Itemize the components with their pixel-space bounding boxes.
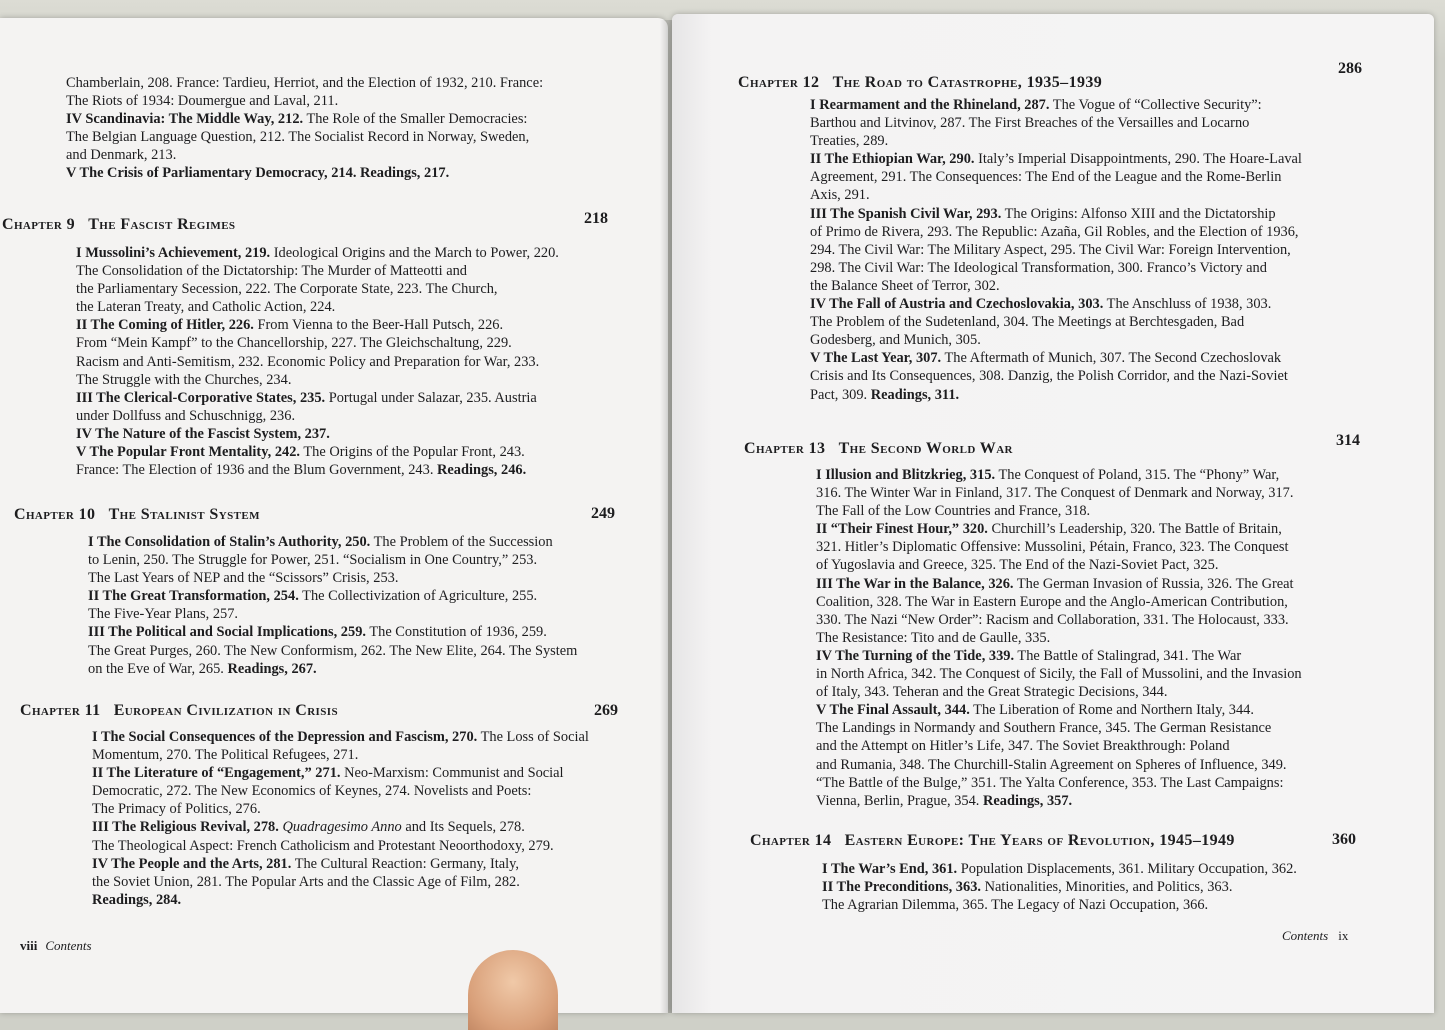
toc-text: Italy’s Imperial Disappointments, 290. The Hoare-Laval: [974, 151, 1302, 168]
toc-text: Quadragesimo Anno: [282, 819, 402, 836]
toc-line: [816, 792, 1302, 810]
toc-text: to Lenin, 250. The Struggle for Power, 251. “Socialism in One Country,” 253.: [88, 552, 538, 569]
left-page: [0, 18, 668, 1013]
chapter-12-entries: [810, 96, 1302, 404]
toc-line: [810, 96, 1302, 114]
toc-text: The Landings in Normandy and Southern France, 345. The German Resistance: [816, 720, 1272, 737]
toc-text: the Lateran Treaty, and Catholic Action, 224.: [76, 299, 336, 316]
toc-text: The Great Purges, 260. The New Conformism, 262. The New Elite, 264. The System: [88, 642, 578, 659]
left-footer: viii Contents: [20, 938, 92, 953]
toc-line: [816, 556, 1302, 574]
toc-text: Treaties, 289.: [810, 133, 889, 150]
toc-text: 294. The Civil War: The Military Aspect, 295. The Civil War: Foreign Intervention,: [810, 241, 1291, 258]
thumb: [468, 950, 558, 1030]
toc-text: Momentum, 270. The Political Refugees, 271.: [92, 747, 359, 764]
toc-text: The German Invasion of Russia, 326. The Great: [1013, 575, 1294, 592]
toc-text: The Consolidation of the Dictatorship: The Murder of Matteotti and: [76, 263, 467, 280]
toc-line: [816, 774, 1302, 792]
toc-text: The Fall of the Low Countries and France, 318.: [816, 503, 1091, 520]
toc-text: 330. The Nazi “New Order”: Racism and Collaboration, 331. The Holocaust, 333.: [816, 611, 1289, 628]
toc-text: The Primacy of Politics, 276.: [92, 801, 261, 818]
section-heading-text: II The Preconditions, 363.: [822, 879, 981, 896]
section-heading-text: II The Literature of “Engagement,” 271.: [92, 765, 341, 782]
toc-text: The Liberation of Rome and Northern Italy, 344.: [969, 702, 1254, 719]
toc-line: [76, 298, 559, 316]
toc-line: [76, 262, 559, 280]
right-page: [672, 14, 1434, 1013]
toc-text: on the Eve of War, 265.: [88, 660, 228, 677]
toc-line: [810, 205, 1302, 223]
toc-text: From “Mein Kampf” to the Chancellorship, 227. The Gleichschaltung, 229.: [76, 335, 512, 352]
toc-text: The Resistance: Tito and de Gaulle, 335.: [816, 629, 1051, 646]
toc-line: [810, 313, 1302, 331]
toc-line: [76, 461, 559, 479]
section-heading-text: I The Social Consequences of the Depression and Fascism, 270.: [92, 729, 478, 745]
section-heading-text: V The Crisis of Parliamentary Democracy, 214. Readings, 217.: [66, 165, 450, 182]
toc-text: and Denmark, 213.: [66, 147, 177, 164]
toc-line: [92, 837, 589, 855]
toc-text: Population Displacements, 361. Military Occupation, 362.: [957, 861, 1297, 877]
toc-text: The Riots of 1934: Doumergue and Laval, 211.: [66, 93, 339, 110]
toc-text: Vienna, Berlin, Prague, 354.: [816, 792, 983, 809]
chapter-12-heading: Chapter 12 The Road to Catastrophe, 1935–1939: [738, 74, 1103, 91]
toc-text: Churchill’s Leadership, 320. The Battle of Britain,: [987, 521, 1282, 538]
toc-text: of Italy, 343. Teheran and the Great Strategic Decisions, 344.: [816, 684, 1168, 701]
section-heading-text: II The Great Transformation, 254.: [88, 588, 299, 605]
toc-line: [66, 164, 543, 182]
section-heading-text: I The War’s End, 361.: [822, 861, 958, 877]
toc-line: [816, 756, 1302, 774]
toc-line: [822, 878, 1297, 896]
chapter-14-heading: Chapter 14 Eastern Europe: The Years of Revolution, 1945–1949: [750, 832, 1235, 849]
chapter-13-heading: Chapter 13 The Second World War: [744, 440, 1013, 457]
chapter-14-page: 360: [1332, 831, 1356, 848]
chapter-12-page: 286: [1338, 60, 1362, 77]
toc-line: [76, 425, 559, 443]
section-heading-text: IV The Fall of Austria and Czechoslovakia, 303.: [810, 296, 1104, 313]
toc-text: The Role of the Smaller Democracies:: [303, 111, 528, 128]
toc-line: [816, 484, 1302, 502]
toc-text: Ideological Origins and the March to Power, 220.: [270, 245, 559, 261]
toc-line: [816, 665, 1302, 683]
toc-text: The Origins: Alfonso XIII and the Dictatorship: [1001, 205, 1276, 222]
toc-line: [816, 575, 1302, 593]
toc-line: [88, 660, 577, 678]
toc-line: [92, 800, 589, 818]
chapter-9-heading: Chapter 9 The Fascist Regimes: [2, 216, 236, 233]
toc-line: [66, 110, 543, 128]
toc-line: [810, 223, 1302, 241]
section-heading-text: IV Scandinavia: The Middle Way, 212.: [66, 111, 304, 128]
toc-line: [88, 642, 577, 660]
section-heading-text: II “Their Finest Hour,” 320.: [816, 521, 988, 538]
toc-text: Racism and Anti-Semitism, 232. Economic Policy and Preparation for War, 233.: [76, 353, 540, 370]
toc-line: [822, 860, 1297, 878]
toc-line: [816, 538, 1302, 556]
toc-text: “The Battle of the Bulge,” 351. The Yalta Conference, 353. The Last Campaigns:: [816, 774, 1284, 791]
toc-text: The Collectivization of Agriculture, 255.: [298, 588, 538, 605]
toc-line: [810, 114, 1302, 132]
toc-line: [810, 367, 1302, 385]
chapter-13-page: 314: [1336, 432, 1360, 449]
toc-text: of Primo de Rivera, 293. The Republic: Azaña, Gil Robles, and the Election of 1936,: [810, 223, 1299, 240]
toc-line: [66, 128, 543, 146]
section-heading-text: III The Clerical-Corporative States, 235.: [76, 389, 326, 406]
toc-line: [76, 353, 559, 371]
toc-text: the Soviet Union, 281. The Popular Arts and the Classic Age of Film, 282.: [92, 873, 520, 890]
toc-line: [810, 150, 1302, 168]
toc-line: [816, 629, 1302, 647]
toc-text: The Last Years of NEP and the “Scissors” Crisis, 253.: [88, 570, 399, 587]
toc-line: [76, 280, 559, 298]
toc-text: The Origins of the Popular Front, 243.: [300, 444, 525, 461]
toc-text: under Dollfuss and Schuschnigg, 236.: [76, 407, 296, 424]
toc-line: [810, 277, 1302, 295]
chapter-14-entries: [822, 860, 1297, 914]
toc-text: 316. The Winter War in Finland, 317. The Conquest of Denmark and Norway, 317.: [816, 485, 1294, 502]
toc-line: [816, 701, 1302, 719]
toc-text: Democratic, 272. The New Economics of Keynes, 274. Novelists and Poets:: [92, 783, 532, 800]
toc-line: [76, 244, 559, 262]
toc-text: Neo-Marxism: Communist and Social: [340, 765, 564, 782]
toc-line: [816, 466, 1302, 484]
toc-line: [816, 719, 1302, 737]
chapter-11-heading: Chapter 11 European Civilization in Crisis: [20, 702, 338, 719]
chapter-9-entries: [76, 244, 559, 479]
toc-text: Nationalities, Minorities, and Politics, 363.: [981, 879, 1233, 896]
section-heading-text: III The Spanish Civil War, 293.: [810, 205, 1002, 222]
toc-text: The Cultural Reaction: Germany, Italy,: [291, 855, 520, 872]
chapter-10-heading: Chapter 10 The Stalinist System: [14, 506, 260, 523]
chapter-11-entries: [92, 728, 589, 909]
toc-text: and Its Sequels, 278.: [401, 819, 525, 836]
toc-text: the Parliamentary Secession, 222. The Corporate State, 223. The Church,: [76, 281, 498, 298]
toc-line: [92, 818, 589, 836]
section-heading-text: II The Ethiopian War, 290.: [810, 151, 975, 168]
section-heading-text: Readings, 311.: [870, 386, 960, 403]
toc-line: [810, 186, 1302, 204]
toc-line: [92, 782, 589, 800]
toc-line: [88, 623, 577, 641]
section-heading-text: Readings, 284.: [92, 891, 182, 908]
toc-line: [76, 334, 559, 352]
toc-line: [92, 728, 589, 746]
toc-line: [810, 386, 1302, 404]
section-heading-text: Readings, 246.: [437, 462, 527, 479]
toc-line: [816, 737, 1302, 755]
toc-text: The Conquest of Poland, 315. The “Phony” War,: [995, 467, 1280, 483]
toc-line: [66, 74, 543, 92]
toc-text: The Agrarian Dilemma, 365. The Legacy of Nazi Occupation, 366.: [822, 897, 1209, 914]
section-heading-text: II The Coming of Hitler, 226.: [76, 317, 254, 334]
section-heading-text: V The Last Year, 307.: [810, 350, 942, 367]
toc-text: The Aftermath of Munich, 307. The Second Czechoslovak: [941, 350, 1282, 367]
toc-text: Pact, 309.: [810, 386, 871, 403]
toc-line: [810, 132, 1302, 150]
toc-line: [816, 647, 1302, 665]
section-heading-text: Readings, 357.: [983, 792, 1073, 809]
section-heading-text: IV The Turning of the Tide, 339.: [816, 647, 1015, 664]
toc-text: Agreement, 291. The Consequences: The End of the League and the Rome-Berlin: [810, 169, 1282, 186]
section-heading-text: III The Political and Social Implications, 259.: [88, 624, 366, 641]
toc-line: [88, 569, 577, 587]
toc-text: Barthou and Litvinov, 287. The First Breaches of the Versailles and Locarno: [810, 115, 1250, 132]
chapter-9-page: 218: [584, 210, 608, 227]
toc-line: [92, 855, 589, 873]
toc-text: The Constitution of 1936, 259.: [366, 624, 547, 641]
section-heading-text: I The Consolidation of Stalin’s Authority, 250.: [88, 534, 371, 550]
toc-text: and Rumania, 348. The Churchill-Stalin Agreement on Spheres of Influence, 349.: [816, 756, 1287, 773]
toc-line: [92, 746, 589, 764]
toc-line: [76, 407, 559, 425]
section-heading-text: V The Popular Front Mentality, 242.: [76, 444, 301, 461]
toc-line: [822, 896, 1297, 914]
carryover-text: [66, 74, 543, 183]
toc-line: [88, 587, 577, 605]
section-heading-text: IV The People and the Arts, 281.: [92, 855, 292, 872]
toc-line: [88, 551, 577, 569]
toc-text: Axis, 291.: [810, 187, 870, 204]
toc-line: [810, 259, 1302, 277]
chapter-10-page: 249: [591, 505, 615, 522]
toc-text: From Vienna to the Beer-Hall Putsch, 226.: [253, 317, 504, 334]
toc-line: [810, 295, 1302, 313]
toc-text: of Yugoslavia and Greece, 325. The End of the Nazi-Soviet Pact, 325.: [816, 557, 1219, 574]
toc-text: The Struggle with the Churches, 234.: [76, 371, 292, 388]
toc-text: The Loss of Social: [477, 729, 589, 745]
toc-text: Portugal under Salazar, 235. Austria: [325, 389, 537, 406]
toc-text: 298. The Civil War: The Ideological Transformation, 300. Franco’s Victory and: [810, 259, 1267, 276]
toc-text: Coalition, 328. The War in Eastern Europe and the Anglo-American Contribution,: [816, 593, 1288, 610]
toc-text: The Five-Year Plans, 257.: [88, 606, 239, 623]
toc-text: The Problem of the Succession: [370, 534, 553, 550]
section-heading-text: I Mussolini’s Achievement, 219.: [76, 245, 271, 261]
toc-line: [66, 146, 543, 164]
toc-line: [92, 873, 589, 891]
toc-text: France: The Election of 1936 and the Blum Government, 243.: [76, 462, 438, 479]
chapter-11-page: 269: [594, 702, 618, 719]
toc-line: [76, 316, 559, 334]
toc-line: [76, 443, 559, 461]
section-heading-text: V The Final Assault, 344.: [816, 702, 970, 719]
toc-text: and the Attempt on Hitler’s Life, 347. The Soviet Breakthrough: Poland: [816, 738, 1230, 755]
toc-text: Godesberg, and Munich, 305.: [810, 332, 981, 349]
section-heading-text: III The War in the Balance, 326.: [816, 575, 1014, 592]
toc-line: [810, 168, 1302, 186]
toc-text: Crisis and Its Consequences, 308. Danzig, the Polish Corridor, and the Nazi-Soviet: [810, 368, 1288, 385]
toc-line: [76, 371, 559, 389]
right-footer: Contents ix: [1282, 928, 1349, 943]
toc-line: [76, 389, 559, 407]
toc-line: [816, 611, 1302, 629]
section-heading-text: IV The Nature of the Fascist System, 237.: [76, 425, 330, 442]
toc-line: [816, 593, 1302, 611]
chapter-10-entries: [88, 533, 577, 678]
toc-text: Chamberlain, 208. France: Tardieu, Herriot, and the Election of 1932, 210. France:: [66, 75, 544, 91]
section-heading-text: Readings, 267.: [227, 660, 317, 677]
toc-text: 321. Hitler’s Diplomatic Offensive: Mussolini, Pétain, Franco, 323. The Conquest: [816, 539, 1289, 556]
toc-text: The Belgian Language Question, 212. The Socialist Record in Norway, Sweden,: [66, 129, 530, 146]
toc-line: [816, 683, 1302, 701]
toc-line: [816, 520, 1302, 538]
toc-text: The Theological Aspect: French Catholicism and Protestant Neoorthodoxy, 279.: [92, 837, 554, 854]
chapter-13-entries: [816, 466, 1302, 810]
toc-line: [88, 605, 577, 623]
toc-line: [92, 764, 589, 782]
toc-line: [816, 502, 1302, 520]
toc-line: [810, 349, 1302, 367]
toc-text: the Balance Sheet of Terror, 302.: [810, 277, 1000, 294]
section-heading-text: I Illusion and Blitzkrieg, 315.: [816, 467, 996, 483]
section-heading-text: I Rearmament and the Rhineland, 287.: [810, 97, 1050, 113]
toc-text: The Anschluss of 1938, 303.: [1103, 296, 1272, 313]
toc-line: [810, 331, 1302, 349]
toc-line: [88, 533, 577, 551]
toc-text: The Vogue of “Collective Security”:: [1049, 97, 1262, 113]
toc-text: The Problem of the Sudetenland, 304. The Meetings at Berchtesgaden, Bad: [810, 314, 1245, 331]
toc-text: in North Africa, 342. The Conquest of Sicily, the Fall of Mussolini, and the Invasion: [816, 666, 1302, 683]
toc-line: [810, 241, 1302, 259]
toc-line: [66, 92, 543, 110]
toc-text: The Battle of Stalingrad, 341. The War: [1014, 647, 1242, 664]
section-heading-text: III The Religious Revival, 278.: [92, 819, 279, 836]
toc-line: [92, 891, 589, 909]
